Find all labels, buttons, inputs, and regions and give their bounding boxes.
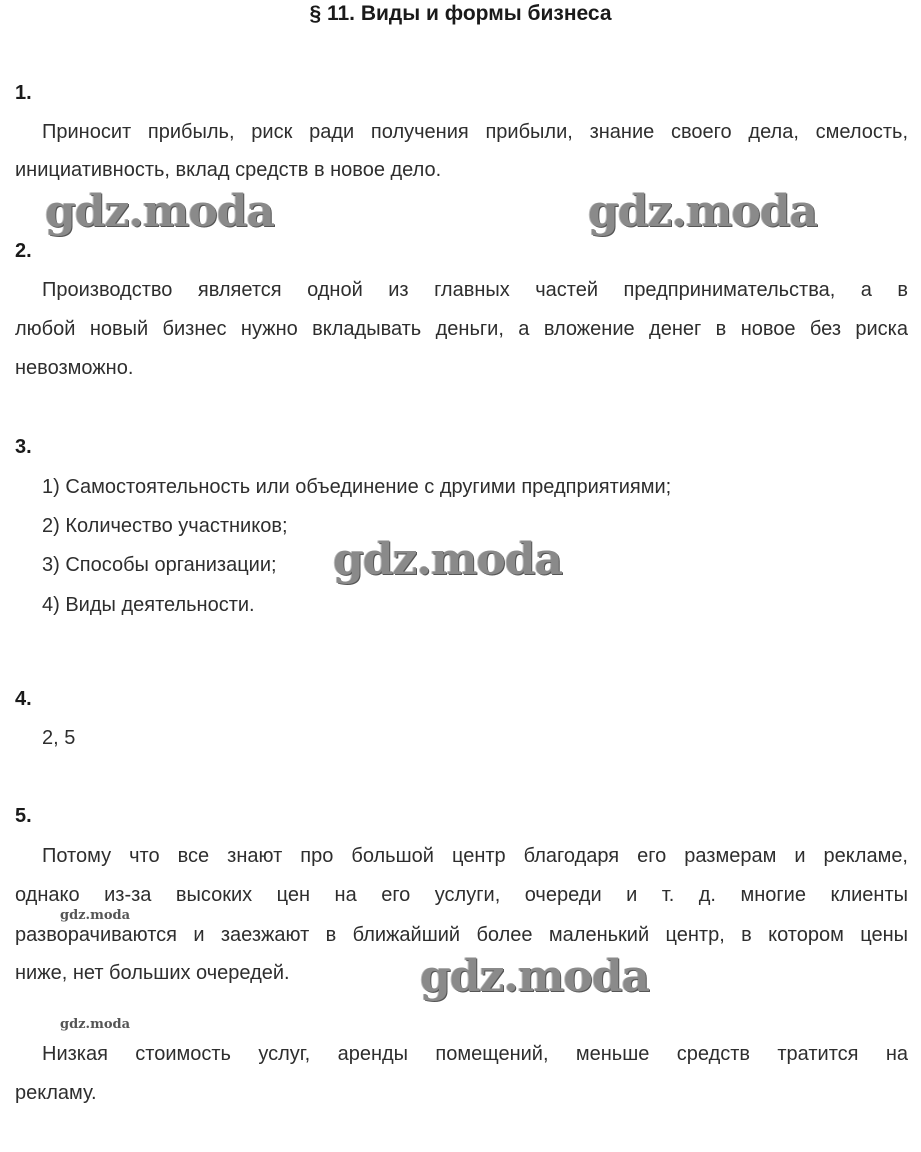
question-1-line-1: Приносит прибыль, риск ради получения прибыли, знание своего дела, смелость, (42, 121, 908, 143)
question-2-line-2: любой новый бизнес нужно вкладывать деньги, а вложение денег в новое без риска (15, 318, 908, 340)
question-5-line-6: рекламу. (15, 1082, 97, 1104)
question-5-line-4: ниже, нет больших очередей. (15, 962, 290, 984)
question-3-item-4: 4) Виды деятельности. (42, 594, 255, 616)
page-title: § 11. Виды и формы бизнеса (309, 2, 612, 25)
question-3-number: 3. (15, 436, 32, 458)
watermark: gdz.moda (420, 951, 650, 1002)
question-4-answer: 2, 5 (42, 727, 76, 749)
question-5-line-3: разворачиваются и заезжают в ближайший более маленький центр, в котором цены (15, 924, 908, 946)
question-5-line-1: Потому что все знают про большой центр благодаря его размерам и рекламе, (42, 845, 908, 867)
question-1-number: 1. (15, 82, 32, 104)
watermark: gdz.moda (588, 186, 818, 237)
question-5-line-5: Низкая стоимость услуг, аренды помещений, меньше средств тратится на (42, 1043, 908, 1065)
watermark-small: gdz.moda (60, 908, 131, 923)
watermark-small: gdz.moda (60, 1017, 131, 1032)
question-3-item-3: 3) Способы организации; (42, 554, 277, 576)
watermark: gdz.moda (45, 186, 275, 237)
question-3-item-1: 1) Самостоятельность или объединение с другими предприятиями; (42, 476, 672, 498)
question-2-number: 2. (15, 240, 32, 262)
question-2-line-1: Производство является одной из главных частей предпринимательства, а в (42, 279, 908, 301)
question-4-number: 4. (15, 688, 32, 710)
watermark: gdz.moda (333, 534, 563, 585)
question-1-line-2: инициативность, вклад средств в новое дело. (15, 159, 442, 181)
question-2-line-3: невозможно. (15, 357, 134, 379)
question-3-item-2: 2) Количество участников; (42, 515, 288, 537)
question-5-number: 5. (15, 805, 32, 827)
question-5-line-2: однако из-за высоких цен на его услуги, очереди и т. д. многие клиенты (15, 884, 908, 906)
